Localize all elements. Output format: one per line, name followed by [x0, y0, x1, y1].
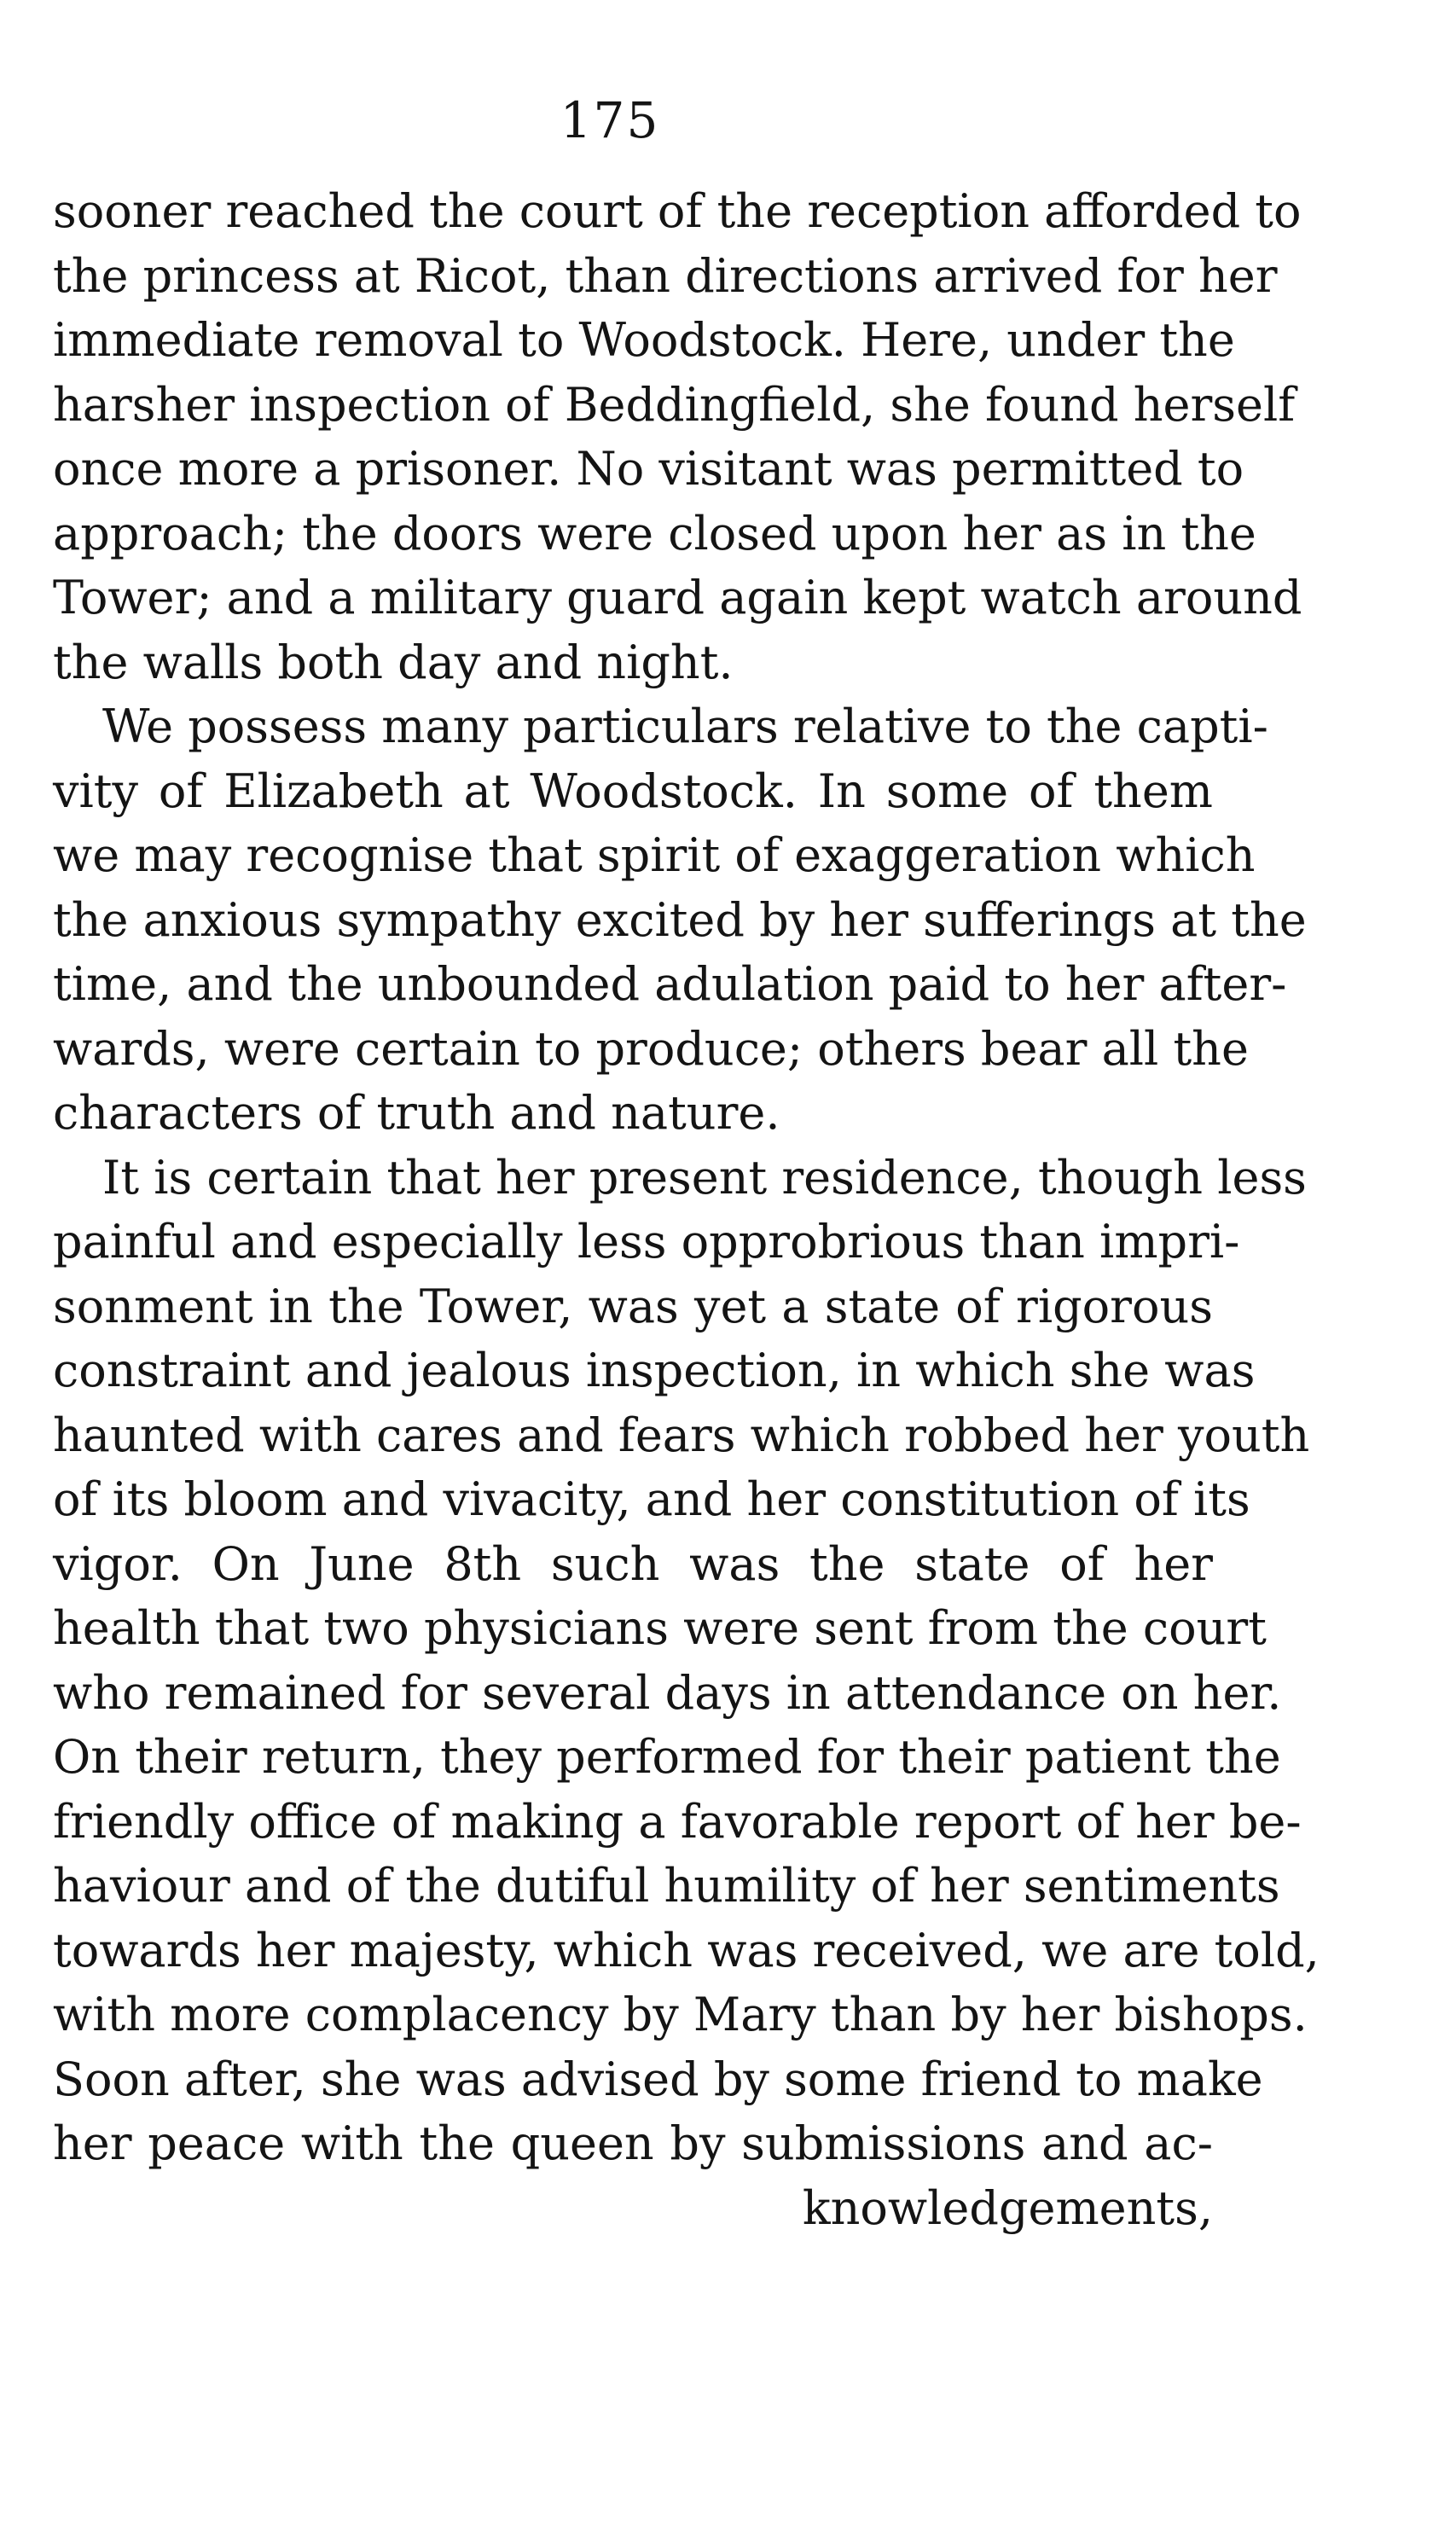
text-line: with more complacency by Mary than by her bishops.	[53, 1988, 1308, 2041]
text-line: immediate removal to Woodstock. Here, under the	[53, 313, 1235, 367]
text-line: On their return, they performed for their patient the	[53, 1730, 1281, 1784]
text-line: wards, were certain to produce; others bear all the	[53, 1021, 1249, 1076]
text-line: constraint and jealous inspection, in which she was	[53, 1344, 1256, 1397]
text-line: characters of truth and nature.	[53, 1086, 780, 1140]
text-line: we may recognise that spirit of exaggeration which	[53, 828, 1256, 882]
catchword: knowledgements,	[802, 2180, 1213, 2235]
text-line: painful and especially less opprobrious than impri-	[53, 1215, 1240, 1268]
text-line: We possess many particulars relative to the capti-	[102, 700, 1268, 753]
text-line: towards her majesty, which was received, we are told,	[53, 1923, 1320, 1977]
text-line: harsher inspection of Beddingfield, she found herself	[53, 377, 1296, 432]
text-line: of its bloom and vivacity, and her constitution of its	[53, 1472, 1250, 1526]
text-line: the princess at Ricot, than directions arrived for her	[53, 248, 1278, 303]
text-line: Tower; and a military guard again kept watch around	[53, 571, 1302, 624]
text-line: approach; the doors were closed upon her as in the	[53, 506, 1256, 560]
text-line: friendly office of making a favorable report of her be-	[53, 1794, 1302, 1849]
body-text	[53, 179, 1320, 2240]
text-line: vity of Elizabeth at Woodstock. In some of them	[53, 763, 1213, 818]
text-line: It is certain that her present residence, though less	[102, 1150, 1307, 1205]
text-line: vigor. On June 8th such was the state of her	[53, 1536, 1213, 1591]
text-line: once more a prisoner. No visitant was permitted to	[53, 442, 1244, 496]
text-line: time, and the unbounded adulation paid to her after-	[53, 957, 1287, 1011]
text-line: haunted with cares and fears which robbed her youth	[53, 1408, 1310, 1462]
text-line: sooner reached the court of the reception afforded to	[53, 184, 1302, 238]
text-line: who remained for several days in attendance on her.	[53, 1665, 1282, 1720]
text-line: her peace with the queen by submissions and ac-	[53, 2116, 1213, 2170]
text-line: Soon after, she was advised by some friend to make	[53, 2052, 1263, 2106]
text-line: sonment in the Tower, was yet a state of rigorous	[53, 1279, 1213, 1333]
text-line: health that two physicians were sent from the court	[53, 1601, 1267, 1655]
page-number: 175	[560, 91, 660, 149]
text-line: the walls both day and night.	[53, 635, 734, 689]
text-line: haviour and of the dutiful humility of her sentiments	[53, 1859, 1280, 1913]
text-line: the anxious sympathy excited by her sufferings at the	[53, 892, 1307, 947]
